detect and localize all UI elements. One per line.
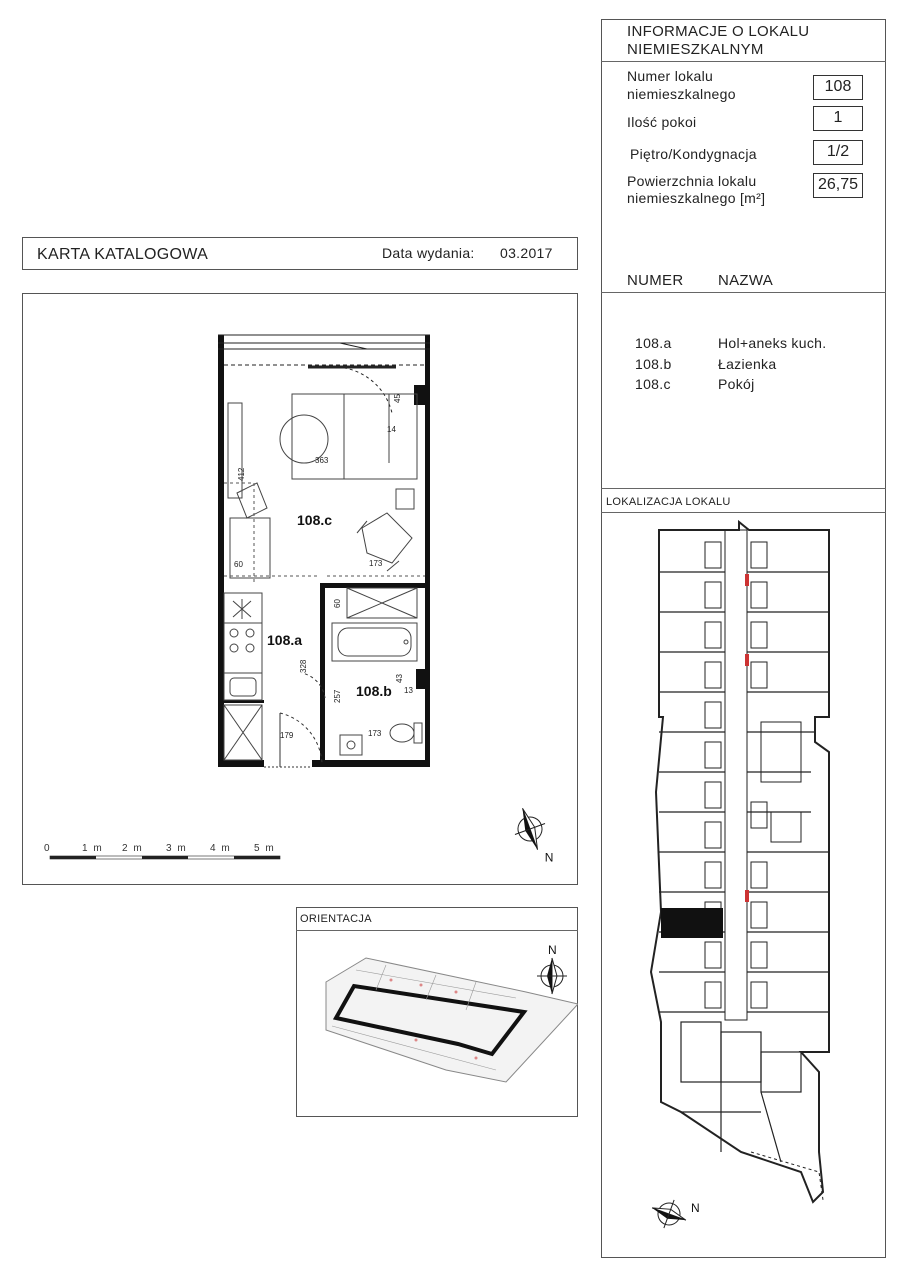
room-label-108b: 108.b [356,683,392,699]
orientation-north-icon [537,943,567,994]
room-row-name: Hol+aneks kuch. [718,335,827,351]
wall-right [425,335,430,767]
rooms-col-name: NAZWA [718,272,774,289]
scale-0: 0 [44,843,52,854]
orientation-site-plan [296,930,578,1117]
bath-wall-left [320,583,325,767]
dim-257: 257 [333,689,342,703]
dim-14: 14 [387,425,396,434]
location-title: LOKALIZACJA LOKALU [606,496,731,508]
room-row-number: 108.c [635,376,671,392]
location-north-label: N [691,1201,700,1215]
rooms-label: Ilość pokoi [627,114,697,130]
issue-label: Data wydania: [382,245,475,261]
unit-number-label-1: Numer lokalu [627,68,714,84]
rooms-col-number: NUMER [627,272,684,289]
scale-2m: 2 m [122,843,144,854]
dim-412: 412 [237,467,246,481]
north-arrow-icon [507,803,559,874]
area-label-1: Powierzchnia lokalu [627,173,757,189]
dim-60-left: 60 [234,560,243,569]
page-title: KARTA KATALOGOWA [37,246,209,263]
dim-173-bottom: 173 [368,729,382,738]
room-label-108a: 108.a [267,632,303,648]
dim-45: 45 [393,394,402,403]
room-label-108c: 108.c [297,512,333,528]
column-2 [416,669,425,689]
bath-wall-top [320,583,430,588]
wall-bottom-left [218,760,264,767]
column [414,385,425,405]
highlighted-unit [661,908,723,938]
dim-13: 13 [404,686,413,695]
info-divider-3 [601,488,886,489]
dim-328: 328 [299,659,308,673]
info-title-line2: NIEMIESZKALNYM [627,41,764,58]
dim-363: 363 [315,456,329,465]
svg-text:N: N [548,943,557,957]
area-label-2: niemieszkalnego [m²] [627,190,766,206]
room-row-number: 108.b [635,356,672,372]
svg-text:N: N [544,850,554,865]
issue-date: 03.2017 [500,245,553,261]
dim-179: 179 [280,731,294,740]
room-row-name: Pokój [718,376,755,392]
dim-43: 43 [395,674,404,683]
info-title-line1: INFORMACJE O LOKALU [627,23,810,40]
floor-value: 1/2 [813,140,863,165]
info-divider-2 [601,292,886,293]
unit-number-label-2: niemieszkalnego [627,86,736,102]
scale-1m: 1 m [82,843,104,854]
wall-bottom-right [312,760,430,767]
scale-3m: 3 m [166,843,188,854]
orientation-title: ORIENTACJA [300,913,372,925]
rooms-value: 1 [813,106,863,131]
unit-number-value: 108 [813,75,863,100]
room-row-name: Łazienka [718,356,777,372]
scale-4m: 4 m [210,843,232,854]
dim-60-right: 60 [333,599,342,608]
room-row-number: 108.a [635,335,672,351]
dim-173-top: 173 [369,559,383,568]
floor-plan [22,293,578,885]
building-location-plan [601,512,886,1258]
location-north-icon [647,1194,691,1235]
area-value: 26,75 [813,173,863,198]
scale-5m: 5 m [254,843,276,854]
floor-label: Piętro/Kondygnacja [630,146,757,162]
info-divider-1 [601,61,886,62]
